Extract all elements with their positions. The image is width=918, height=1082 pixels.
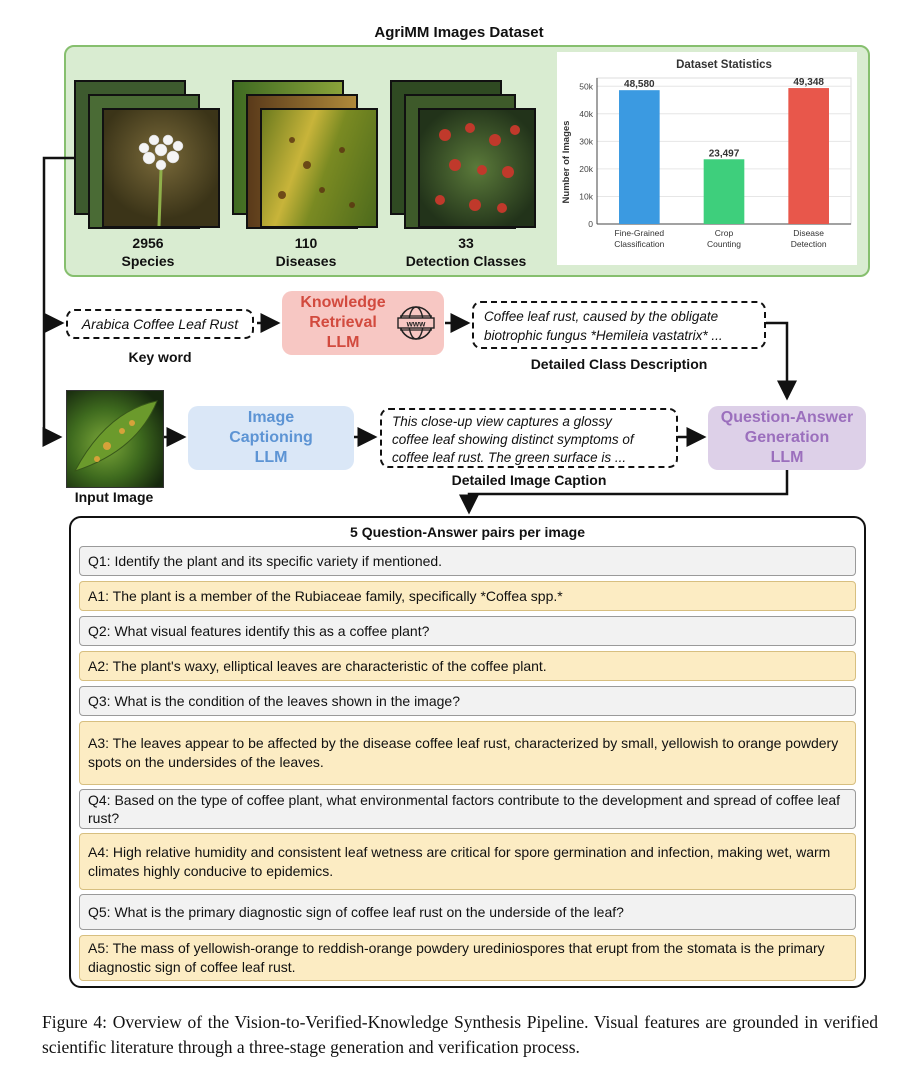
globe-www-icon — [396, 303, 436, 343]
detection-classes-label: 33 Detection Classes — [405, 235, 527, 269]
qa-answer-2: A2: The plant's waxy, elliptical leaves are characteristic of the coffee plant. — [79, 651, 856, 681]
class-description-box: Coffee leaf rust, caused by the obligate biotrophic fungus *Hemileia vastatrix* ... — [472, 301, 766, 349]
qa-question-4: Q4: Based on the type of coffee plant, what environmental factors contribute to the development and spread of coffee leaf rust? — [79, 789, 856, 829]
keyword-label: Key word — [128, 349, 192, 365]
qa-question-1: Q1: Identify the plant and its specific variety if mentioned. — [79, 546, 856, 576]
chart-data-label: 23,497 — [708, 148, 740, 160]
coffee-leaf-illustration — [67, 391, 163, 487]
chart-x-tick-label: Detection — [790, 239, 827, 249]
chart-y-tick-label: 40k — [579, 108, 593, 119]
input-image — [66, 390, 164, 488]
chart-x-tick-label: Classification — [614, 239, 665, 249]
chart-y-tick-label: 0 — [588, 219, 593, 229]
svg-text:www: www — [406, 319, 426, 329]
chart-x-tick-label: Crop — [714, 228, 734, 238]
qa-answer-1: A1: The plant is a member of the Rubiaceae family, specifically *Coffea spp.* — [79, 581, 856, 611]
qa-answer-5: A5: The mass of yellowish-orange to reddish-orange powdery urediniospores that erupt from the stomata is the primary diagnostic sign of coffee leaf rust. — [79, 935, 856, 981]
chart-x-tick-label: Counting — [706, 239, 742, 249]
qa-generation-llm: Question-Answer Generation LLM — [708, 406, 866, 470]
image-caption-label: Detailed Image Caption — [451, 472, 607, 488]
chart-title: Dataset Statistics — [676, 59, 772, 71]
qa-question-3: Q3: What is the condition of the leaves shown in the image? — [79, 686, 856, 716]
qa-pairs-panel — [69, 516, 866, 988]
chart-data-label: 48,580 — [624, 79, 655, 91]
image-captioning-llm: Image Captioning LLM — [188, 406, 354, 470]
chart-y-tick-label: 50k — [579, 81, 593, 92]
qa-question-5: Q5: What is the primary diagnostic sign of coffee leaf rust on the underside of the leaf? — [79, 894, 856, 930]
chart-data-label: 49,348 — [793, 77, 824, 89]
chart-y-tick-label: 10k — [579, 191, 593, 202]
qa-title: 5 Question-Answer pairs per image — [350, 524, 585, 540]
species-label: 2956 Species — [121, 235, 175, 269]
input-image-label: Input Image — [74, 489, 154, 505]
image-caption-box: This close-up view captures a glossy coffee leaf showing distinct symptoms of coffee leaf rust. The green surface is ... — [380, 408, 678, 468]
chart-y-tick-label: 20k — [579, 163, 593, 174]
class-description-label: Detailed Class Description — [530, 356, 708, 372]
qa-answer-4: A4: High relative humidity and consistent leaf wetness are critical for spore germination and infection, making wet, warm climates highly conducive to epidemics. — [79, 833, 856, 890]
chart-y-axis-label: Number of Images — [561, 120, 572, 204]
figure-caption: Figure 4: Overview of the Vision-to-Verified-Knowledge Synthesis Pipeline. Visual features are grounded in verified scientific literature through a three-stage generation and verification process. — [42, 1012, 878, 1057]
qa-question-2: Q2: What visual features identify this as a coffee plant? — [79, 616, 856, 646]
chart-y-tick-label: 30k — [579, 136, 593, 147]
knowledge-retrieval-llm: Knowledge Retrieval LLM www — [282, 291, 444, 355]
qa-answer-3: A3: The leaves appear to be affected by the disease coffee leaf rust, characterized by small, yellowish to orange powdery spots on the undersides of the leaves. — [79, 721, 856, 785]
dataset-title: AgriMM Images Dataset — [374, 24, 544, 41]
chart-x-tick-label: Fine-Grained — [614, 228, 665, 238]
diseases-label: 110 Diseases — [275, 235, 337, 269]
chart-x-tick-label: Disease — [793, 228, 825, 238]
keyword-box: Arabica Coffee Leaf Rust — [66, 309, 254, 339]
